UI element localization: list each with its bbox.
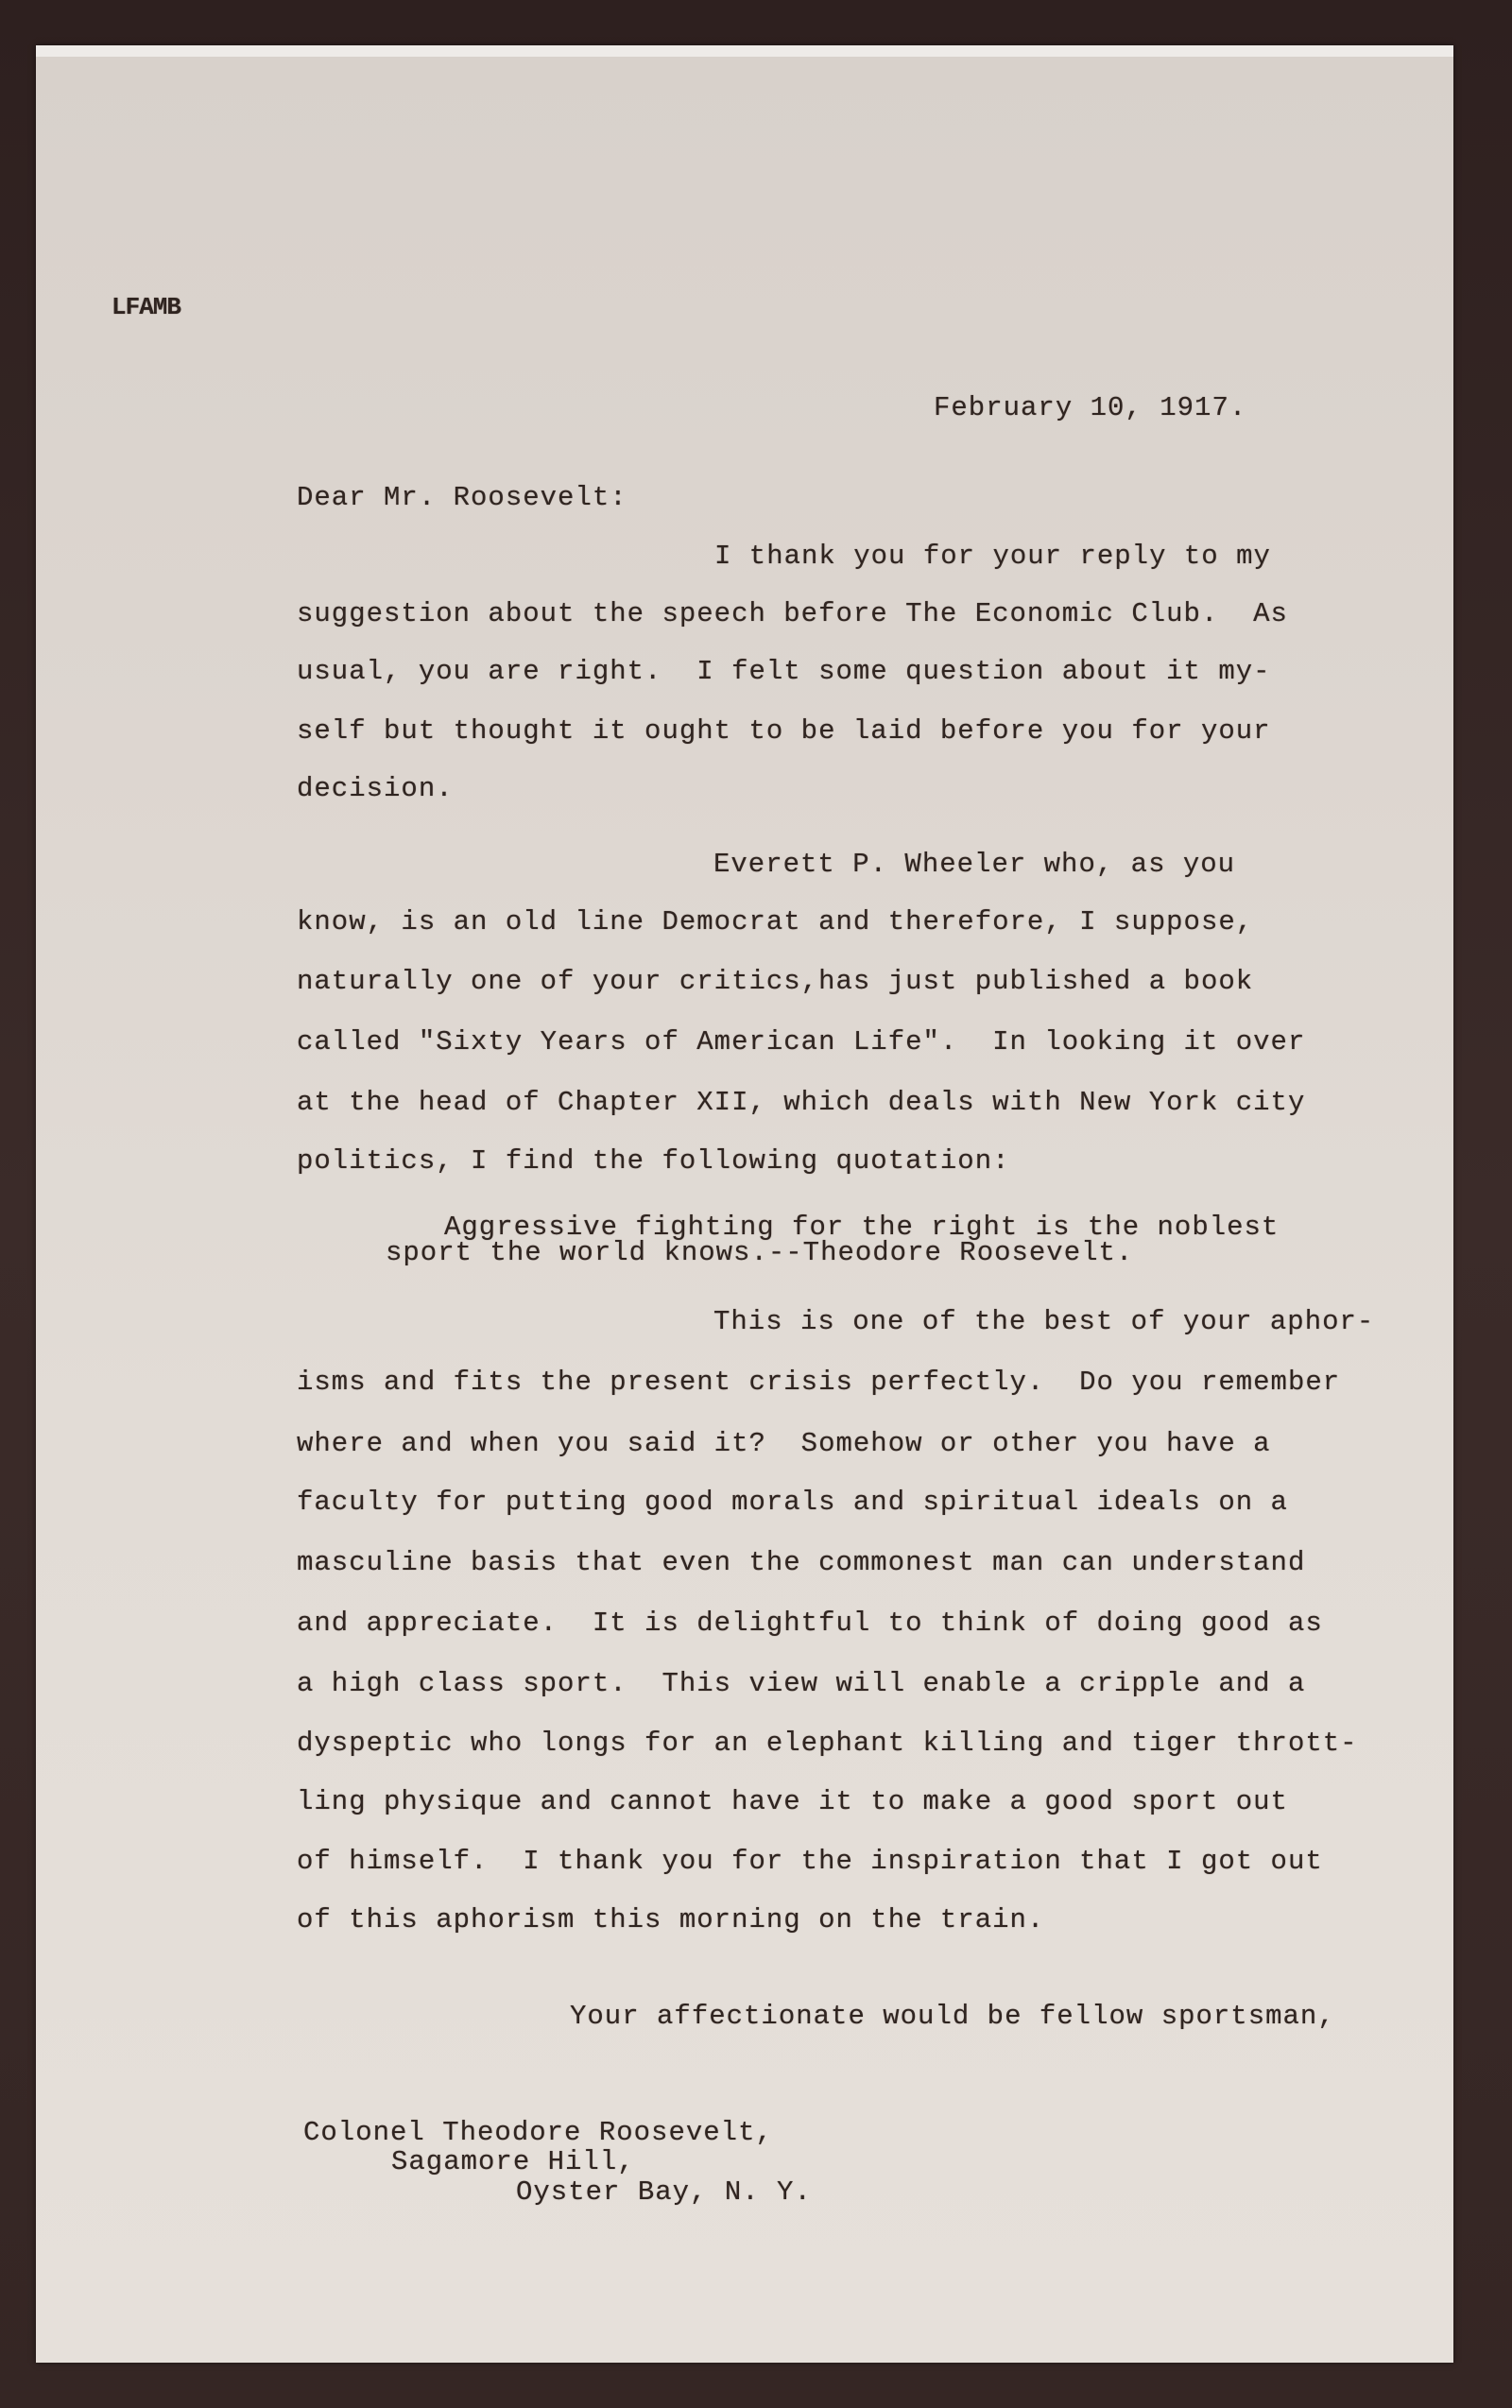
address-line-1: Colonel Theodore Roosevelt, bbox=[303, 2117, 773, 2148]
paragraph-2-line-3: naturally one of your critics,has just published a book bbox=[297, 966, 1254, 997]
letter-page bbox=[36, 45, 1453, 2363]
quotation-line-2: sport the world knows.--Theodore Roosevelt. bbox=[386, 1237, 1134, 1268]
quotation-line-1: Aggressive fighting for the right is the noblest bbox=[444, 1212, 1280, 1243]
paragraph-1-line-3: usual, you are right. I felt some question about it my- bbox=[297, 656, 1271, 687]
paragraph-1-line-1: I thank you for your reply to my bbox=[714, 541, 1271, 572]
salutation: Dear Mr. Roosevelt: bbox=[297, 482, 627, 513]
paragraph-2-line-1: Everett P. Wheeler who, as you bbox=[713, 849, 1236, 880]
reference-initials: LFAMB bbox=[112, 293, 181, 321]
paragraph-3-line-8: dyspeptic who longs for an elephant killing and tiger thrott- bbox=[297, 1728, 1358, 1759]
paragraph-2-line-4: called "Sixty Years of American Life". In looking it over bbox=[297, 1026, 1306, 1058]
paragraph-1-line-2: suggestion about the speech before The Economic Club. As bbox=[297, 598, 1288, 629]
paragraph-1-line-5: decision. bbox=[297, 773, 454, 804]
paragraph-3-line-6: and appreciate. It is delightful to think of doing good as bbox=[297, 1608, 1323, 1639]
paragraph-3-line-7: a high class sport. This view will enable a cripple and a bbox=[297, 1668, 1306, 1699]
closing-line: Your affectionate would be fellow sportsman, bbox=[570, 2001, 1335, 2032]
address-line-2: Sagamore Hill, bbox=[391, 2146, 635, 2177]
paragraph-3-line-11: of this aphorism this morning on the train. bbox=[297, 1904, 1045, 1935]
paragraph-1-line-4: self but thought it ought to be laid before you for your bbox=[297, 715, 1271, 747]
paragraph-3-line-1: This is one of the best of your aphor- bbox=[713, 1306, 1375, 1337]
paragraph-2-line-2: know, is an old line Democrat and therefore, I suppose, bbox=[297, 906, 1254, 937]
paragraph-3-line-2: isms and fits the present crisis perfectly. Do you remember bbox=[297, 1367, 1341, 1398]
letter-date: February 10, 1917. bbox=[934, 392, 1247, 423]
paragraph-3-line-9: ling physique and cannot have it to make a good sport out bbox=[297, 1786, 1288, 1817]
paragraph-3-line-4: faculty for putting good morals and spiritual ideals on a bbox=[297, 1487, 1288, 1518]
paragraph-3-line-5: masculine basis that even the commonest man can understand bbox=[297, 1547, 1306, 1578]
address-line-3: Oyster Bay, N. Y. bbox=[516, 2176, 812, 2208]
paragraph-2-line-5: at the head of Chapter XII, which deals with New York city bbox=[297, 1087, 1306, 1118]
paragraph-3-line-10: of himself. I thank you for the inspiration that I got out bbox=[297, 1846, 1323, 1877]
paragraph-3-line-3: where and when you said it? Somehow or other you have a bbox=[297, 1428, 1271, 1459]
paragraph-2-line-6: politics, I find the following quotation: bbox=[297, 1145, 1010, 1177]
